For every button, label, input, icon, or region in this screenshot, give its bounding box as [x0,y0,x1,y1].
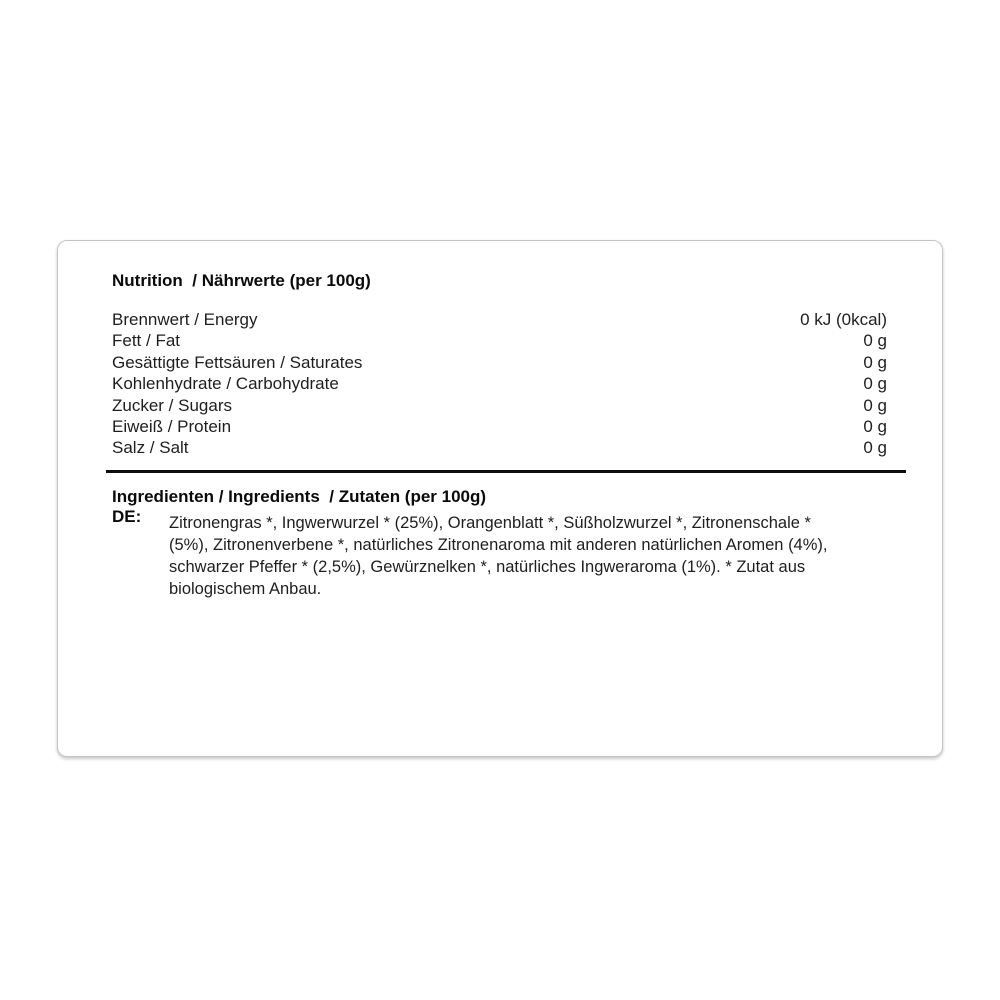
table-row [112,309,887,330]
table-row [112,373,887,394]
nutrient-label: Zucker / Sugars [112,395,232,415]
ingredients-paragraph [169,512,929,600]
nutrient-label: Salz / Salt [112,438,189,458]
nutrient-value: 0 g [863,438,887,458]
nutrient-label: Brennwert / Energy [112,310,258,329]
table-row [112,352,887,373]
nutrient-value: 0 g [863,352,887,372]
table-row [112,330,887,351]
nutrient-value: 0 g [863,395,887,415]
section-divider [106,470,906,473]
nutrient-value: 0 g [863,331,887,351]
ingredients-line: Zitronengras *, Ingwerwurzel * (25%), Orangenblatt *, Süßholzwurzel *, Zitronenschale * [169,514,811,532]
ingredients-line: schwarzer Pfeffer * (2,5%), Gewürznelken *, natürliches Ingweraroma (1%). * Zutat aus [169,558,806,576]
ingredients-line: (5%), Zitronenverbene *, natürliches Zitronenaroma mit anderen natürlichen Aromen (4%), [169,536,828,554]
nutrient-label: Fett / Fat [112,331,181,351]
nutrition-section-title: Nutrition / Nährwerte (per 100g) [112,271,371,290]
language-label: DE: [112,507,142,526]
nutrient-label: Eiweiß / Protein [112,417,232,437]
table-row [112,437,887,458]
nutrition-label-card [57,240,943,757]
table-row [112,416,887,437]
table-row [112,395,887,416]
nutrient-label: Gesättigte Fettsäuren / Saturates [112,352,363,372]
nutrition-table [112,309,887,459]
nutrient-label: Kohlenhydrate / Carbohydrate [112,374,339,394]
ingredients-section-title: Ingredienten / Ingredients / Zutaten (per 100g) [112,487,487,506]
nutrient-value: 0 g [863,374,887,394]
ingredients-line: biologischem Anbau. [169,580,322,598]
nutrient-value: 0 g [863,417,887,437]
nutrient-value: 0 kJ (0kcal) [800,310,887,329]
